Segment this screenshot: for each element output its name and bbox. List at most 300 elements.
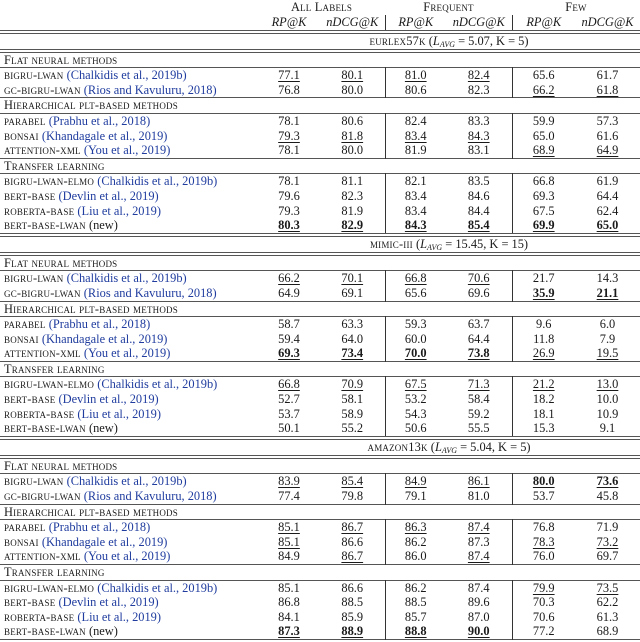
metric-value: 67.5 bbox=[404, 377, 427, 392]
citation-link[interactable]: (Chalkidis et al., 2019b) bbox=[97, 580, 218, 595]
metric-value: 61.8 bbox=[596, 82, 619, 97]
value-cell bbox=[575, 68, 640, 83]
metric-value: 69.1 bbox=[341, 285, 364, 300]
value-cell bbox=[512, 83, 575, 98]
value-cell bbox=[512, 174, 575, 189]
value-cell bbox=[385, 189, 446, 204]
citation-link[interactable]: (Prabhu et al., 2018) bbox=[48, 113, 151, 128]
metric-value: 63.3 bbox=[341, 317, 364, 332]
value-cell bbox=[385, 535, 446, 550]
value-cell bbox=[320, 392, 385, 407]
metric-value: 50.6 bbox=[404, 421, 427, 436]
citation-link[interactable]: (Prabhu et al., 2018) bbox=[48, 317, 151, 332]
metric-value: 63.7 bbox=[467, 317, 490, 332]
value-cell bbox=[575, 624, 640, 639]
metric-value: 76.0 bbox=[532, 549, 555, 564]
value-cell bbox=[320, 68, 385, 83]
metric-value: 79.8 bbox=[341, 489, 364, 504]
method-name: attention-xml bbox=[4, 143, 81, 158]
value-cell bbox=[575, 204, 640, 219]
value-cell bbox=[512, 218, 575, 235]
table-row bbox=[0, 580, 640, 595]
method-cell bbox=[0, 68, 258, 83]
value-cell bbox=[258, 392, 320, 407]
metric-value: 21.2 bbox=[532, 377, 555, 392]
value-cell bbox=[258, 129, 320, 144]
metric-value: 18.2 bbox=[532, 392, 555, 407]
table-row bbox=[0, 595, 640, 610]
method-cell bbox=[0, 174, 258, 189]
metric-value: 67.5 bbox=[532, 203, 555, 218]
method-cell bbox=[0, 113, 258, 128]
dataset-params: = 5.04, K = 5) bbox=[457, 440, 531, 455]
method-cell bbox=[0, 421, 258, 438]
metric-value: 68.9 bbox=[532, 143, 555, 158]
metric-header-row bbox=[0, 15, 640, 32]
metric-value: 85.4 bbox=[341, 474, 364, 489]
citation-link[interactable]: (Khandagale et al., 2019) bbox=[41, 128, 168, 143]
citation-link[interactable]: (Chalkidis et al., 2019b) bbox=[97, 174, 218, 189]
metric-value: 84.3 bbox=[467, 128, 490, 143]
method-cell bbox=[0, 610, 258, 625]
value-cell bbox=[512, 580, 575, 595]
value-cell bbox=[575, 332, 640, 347]
metric-value: 65.6 bbox=[404, 285, 427, 300]
value-cell bbox=[575, 549, 640, 564]
table-row bbox=[0, 610, 640, 625]
citation-link[interactable]: (Devlin et al., 2019) bbox=[58, 392, 159, 407]
metric-header: RP@K bbox=[385, 15, 446, 32]
value-cell bbox=[575, 392, 640, 407]
value-cell bbox=[512, 346, 575, 361]
method-cell bbox=[0, 317, 258, 332]
value-cell bbox=[446, 489, 512, 504]
section-title: Hierarchical plt-based methods bbox=[4, 98, 178, 113]
citation-link[interactable]: (You et al., 2019) bbox=[83, 346, 171, 361]
value-cell bbox=[446, 520, 512, 535]
metric-value: 79.6 bbox=[278, 188, 300, 203]
value-cell bbox=[575, 113, 640, 128]
metric-value: 80.6 bbox=[341, 113, 364, 128]
table-row bbox=[0, 407, 640, 422]
value-cell bbox=[385, 83, 446, 98]
metric-value: 59.9 bbox=[532, 113, 555, 128]
value-cell bbox=[575, 129, 640, 144]
metric-value: 88.8 bbox=[404, 624, 427, 639]
citation-link[interactable]: (Chalkidis et al., 2019b) bbox=[66, 271, 187, 286]
value-cell bbox=[385, 520, 446, 535]
metric-value: 70.6 bbox=[532, 609, 555, 624]
citation-link[interactable]: (You et al., 2019) bbox=[83, 143, 171, 158]
metric-value: 80.0 bbox=[532, 474, 555, 489]
method-cell bbox=[0, 332, 258, 347]
metric-value: 62.2 bbox=[596, 595, 619, 610]
value-cell bbox=[320, 580, 385, 595]
citation-link[interactable]: (Chalkidis et al., 2019b) bbox=[66, 68, 187, 83]
value-cell bbox=[512, 204, 575, 219]
metric-value: 86.7 bbox=[341, 549, 364, 564]
value-cell bbox=[320, 535, 385, 550]
method-cell bbox=[0, 407, 258, 422]
value-cell bbox=[385, 129, 446, 144]
value-cell bbox=[575, 407, 640, 422]
method-cell bbox=[0, 218, 258, 235]
method-cell bbox=[0, 377, 258, 392]
metric-value: 80.1 bbox=[341, 68, 364, 83]
value-cell bbox=[575, 421, 640, 438]
metric-value: 65.0 bbox=[596, 218, 619, 233]
method-cell bbox=[0, 489, 258, 504]
l-avg-subscript: AVG bbox=[439, 39, 455, 49]
value-cell bbox=[446, 407, 512, 422]
metric-value: 64.9 bbox=[278, 285, 300, 300]
metric-value: 65.6 bbox=[532, 68, 555, 83]
value-cell bbox=[320, 474, 385, 489]
citation-link[interactable]: (Devlin et al., 2019) bbox=[58, 188, 159, 203]
value-cell bbox=[512, 377, 575, 392]
value-cell bbox=[385, 204, 446, 219]
metric-value: 83.1 bbox=[467, 143, 490, 158]
value-cell bbox=[446, 624, 512, 639]
citation-link[interactable]: (Liu et al., 2019) bbox=[77, 609, 162, 624]
table-row bbox=[0, 549, 640, 564]
metric-value: 80.6 bbox=[404, 82, 427, 97]
metric-value: 73.4 bbox=[341, 346, 364, 361]
citation-link[interactable]: (Liu et al., 2019) bbox=[77, 203, 162, 218]
group-few: Few bbox=[565, 0, 587, 14]
metric-value: 82.3 bbox=[341, 188, 364, 203]
value-cell bbox=[512, 286, 575, 301]
value-cell bbox=[385, 332, 446, 347]
value-cell bbox=[446, 143, 512, 158]
value-cell bbox=[446, 421, 512, 438]
section-title: Transfer learning bbox=[4, 158, 105, 173]
metric-value: 85.4 bbox=[467, 218, 490, 233]
value-cell bbox=[575, 143, 640, 158]
value-cell bbox=[446, 113, 512, 128]
method-cell bbox=[0, 346, 258, 361]
metric-value: 78.1 bbox=[278, 113, 300, 128]
method-cell bbox=[0, 189, 258, 204]
method-name: gc-bigru-lwan bbox=[4, 285, 81, 300]
metric-value: 86.2 bbox=[404, 580, 427, 595]
value-cell bbox=[512, 549, 575, 564]
method-name: roberta-base bbox=[4, 203, 75, 218]
citation-link[interactable]: (Devlin et al., 2019) bbox=[58, 595, 159, 610]
value-cell bbox=[258, 624, 320, 639]
section-header-row bbox=[0, 254, 640, 271]
section-title: Transfer learning bbox=[4, 361, 105, 376]
value-cell bbox=[512, 624, 575, 639]
metric-value: 73.6 bbox=[596, 474, 619, 489]
metric-value: 68.9 bbox=[596, 624, 619, 639]
method-name: bert-base bbox=[4, 392, 56, 407]
value-cell bbox=[258, 113, 320, 128]
value-cell bbox=[512, 535, 575, 550]
value-cell bbox=[575, 520, 640, 535]
table-row bbox=[0, 204, 640, 219]
metric-value: 66.2 bbox=[278, 271, 300, 286]
value-cell bbox=[446, 549, 512, 564]
value-cell bbox=[512, 489, 575, 504]
value-cell bbox=[512, 421, 575, 438]
metric-value: 19.5 bbox=[596, 346, 619, 361]
column-group-header-row bbox=[0, 0, 640, 15]
metric-value: 78.1 bbox=[278, 143, 300, 158]
value-cell bbox=[258, 204, 320, 219]
metric-value: 50.1 bbox=[278, 421, 300, 436]
metric-value: 7.9 bbox=[599, 331, 616, 346]
metric-value: 82.4 bbox=[404, 113, 427, 128]
metric-value: 69.3 bbox=[532, 188, 555, 203]
metric-value: 86.6 bbox=[341, 580, 364, 595]
method-name: attention-xml bbox=[4, 549, 81, 564]
value-cell bbox=[385, 143, 446, 158]
metric-value: 87.3 bbox=[278, 624, 300, 639]
value-cell bbox=[320, 549, 385, 564]
value-cell bbox=[385, 474, 446, 489]
value-cell bbox=[446, 83, 512, 98]
value-cell bbox=[446, 218, 512, 235]
value-cell bbox=[446, 474, 512, 489]
value-cell bbox=[258, 218, 320, 235]
metric-value: 69.9 bbox=[532, 218, 555, 233]
method-name: parabel bbox=[4, 113, 46, 128]
section-header-row bbox=[0, 301, 640, 317]
metric-value: 88.9 bbox=[341, 624, 364, 639]
metric-value: 58.7 bbox=[278, 317, 300, 332]
table-row bbox=[0, 218, 640, 235]
value-cell bbox=[320, 377, 385, 392]
value-cell bbox=[575, 535, 640, 550]
section-header-row bbox=[0, 565, 640, 581]
metric-value: 85.1 bbox=[278, 580, 300, 595]
value-cell bbox=[320, 174, 385, 189]
value-cell bbox=[575, 218, 640, 235]
metric-value: 81.1 bbox=[341, 174, 364, 189]
metric-header: nDCG@K bbox=[326, 14, 379, 29]
metric-value: 59.3 bbox=[404, 317, 427, 332]
dataset-title: amazon13k ($L_{AVG} = 5.04$, K = 5) bbox=[367, 440, 531, 456]
value-cell bbox=[258, 549, 320, 564]
method-cell bbox=[0, 392, 258, 407]
value-cell bbox=[258, 377, 320, 392]
value-cell bbox=[512, 129, 575, 144]
citation-link[interactable]: (Liu et al., 2019) bbox=[77, 406, 162, 421]
metric-value: 71.9 bbox=[596, 520, 619, 535]
method-cell bbox=[0, 549, 258, 564]
value-cell bbox=[385, 489, 446, 504]
citation-link[interactable]: (Rios and Kavuluru, 2018) bbox=[83, 285, 217, 300]
metric-value: 21.7 bbox=[532, 271, 555, 286]
citation-link[interactable]: (Khandagale et al., 2019) bbox=[41, 331, 168, 346]
section-title: Flat neural methods bbox=[4, 458, 118, 473]
value-cell bbox=[385, 549, 446, 564]
value-cell bbox=[320, 624, 385, 639]
metric-value: 84.6 bbox=[467, 188, 490, 203]
value-cell bbox=[258, 474, 320, 489]
metric-value: 64.4 bbox=[596, 188, 619, 203]
method-name: bigru-lwan bbox=[4, 68, 64, 83]
method-cell bbox=[0, 580, 258, 595]
l-avg-symbol: L bbox=[432, 33, 440, 48]
value-cell bbox=[385, 286, 446, 301]
value-cell bbox=[320, 83, 385, 98]
dataset-header-row bbox=[0, 235, 640, 254]
value-cell bbox=[258, 407, 320, 422]
metric-value: 21.1 bbox=[596, 285, 619, 300]
metric-value: 83.5 bbox=[467, 174, 490, 189]
metric-value: 81.0 bbox=[404, 68, 427, 83]
metric-value: 58.4 bbox=[467, 392, 490, 407]
metric-value: 58.1 bbox=[341, 392, 364, 407]
value-cell bbox=[320, 610, 385, 625]
metric-value: 86.8 bbox=[278, 595, 300, 610]
value-cell bbox=[320, 489, 385, 504]
metric-value: 87.0 bbox=[467, 609, 490, 624]
metric-header: nDCG@K bbox=[581, 14, 634, 29]
metric-value: 84.3 bbox=[404, 218, 427, 233]
value-cell bbox=[512, 332, 575, 347]
value-cell bbox=[446, 580, 512, 595]
method-cell bbox=[0, 520, 258, 535]
section-title: Hierarchical plt-based methods bbox=[4, 504, 178, 519]
citation-link[interactable]: (Rios and Kavuluru, 2018) bbox=[83, 489, 217, 504]
value-cell bbox=[258, 68, 320, 83]
method-name: attention-xml bbox=[4, 346, 81, 361]
value-cell bbox=[385, 580, 446, 595]
metric-value: 86.1 bbox=[467, 474, 490, 489]
value-cell bbox=[258, 83, 320, 98]
metric-value: 11.8 bbox=[533, 331, 555, 346]
value-cell bbox=[320, 218, 385, 235]
metric-value: 76.8 bbox=[278, 82, 300, 97]
metric-value: 64.9 bbox=[596, 143, 619, 158]
metric-value: 6.0 bbox=[599, 317, 616, 332]
table-row bbox=[0, 143, 640, 158]
empty-cell bbox=[0, 235, 258, 254]
citation-link[interactable]: (You et al., 2019) bbox=[83, 549, 171, 564]
value-cell bbox=[320, 271, 385, 286]
metric-value: 86.3 bbox=[404, 520, 427, 535]
method-name: bonsai bbox=[4, 128, 39, 143]
value-cell bbox=[320, 595, 385, 610]
metric-value: 69.6 bbox=[467, 285, 490, 300]
metric-value: 35.9 bbox=[532, 285, 555, 300]
l-avg-subscript: AVG bbox=[441, 446, 457, 456]
metric-value: 52.7 bbox=[278, 392, 300, 407]
citation-link[interactable]: (Prabhu et al., 2018) bbox=[48, 520, 151, 535]
table-row bbox=[0, 489, 640, 504]
value-cell bbox=[258, 189, 320, 204]
value-cell bbox=[575, 377, 640, 392]
l-avg-symbol: L bbox=[420, 236, 427, 251]
value-cell bbox=[320, 113, 385, 128]
method-name: bigru-lwan bbox=[4, 474, 64, 489]
method-name: bert-base bbox=[4, 595, 56, 610]
table-row bbox=[0, 189, 640, 204]
group-frequent: Frequent bbox=[423, 0, 474, 14]
method-cell bbox=[0, 535, 258, 550]
table-row bbox=[0, 520, 640, 535]
metric-value: 83.3 bbox=[467, 113, 490, 128]
table-row bbox=[0, 271, 640, 286]
metric-value: 82.1 bbox=[404, 174, 427, 189]
metric-value: 83.4 bbox=[404, 188, 427, 203]
citation-link[interactable]: (Chalkidis et al., 2019b) bbox=[66, 474, 187, 489]
metric-value: 73.5 bbox=[596, 580, 619, 595]
metric-value: 79.3 bbox=[278, 203, 300, 218]
value-cell bbox=[446, 286, 512, 301]
table-row bbox=[0, 317, 640, 332]
table-row bbox=[0, 535, 640, 550]
section-header-row bbox=[0, 457, 640, 474]
value-cell bbox=[446, 189, 512, 204]
empty-corner bbox=[0, 15, 258, 32]
value-cell bbox=[512, 407, 575, 422]
metric-value: 45.8 bbox=[596, 489, 619, 504]
value-cell bbox=[385, 174, 446, 189]
section-title: Hierarchical plt-based methods bbox=[4, 301, 178, 316]
metric-value: 9.6 bbox=[536, 317, 552, 332]
method-note: (new) bbox=[88, 624, 118, 639]
table-row bbox=[0, 332, 640, 347]
value-cell bbox=[512, 143, 575, 158]
method-cell bbox=[0, 129, 258, 144]
metric-value: 66.8 bbox=[278, 377, 300, 392]
metric-value: 80.0 bbox=[341, 82, 364, 97]
section-header-row bbox=[0, 98, 640, 114]
value-cell bbox=[320, 332, 385, 347]
value-cell bbox=[446, 392, 512, 407]
method-name: parabel bbox=[4, 520, 46, 535]
method-cell bbox=[0, 271, 258, 286]
metric-value: 85.7 bbox=[404, 609, 427, 624]
metric-value: 87.3 bbox=[467, 534, 490, 549]
value-cell bbox=[320, 143, 385, 158]
metric-value: 53.2 bbox=[404, 392, 427, 407]
metric-value: 79.1 bbox=[404, 489, 427, 504]
value-cell bbox=[385, 346, 446, 361]
citation-link[interactable]: (Khandagale et al., 2019) bbox=[41, 534, 168, 549]
metric-value: 61.6 bbox=[596, 128, 619, 143]
value-cell bbox=[385, 392, 446, 407]
l-avg-subscript: AVG bbox=[427, 242, 443, 252]
value-cell bbox=[575, 317, 640, 332]
citation-link[interactable]: (Rios and Kavuluru, 2018) bbox=[83, 82, 217, 97]
metric-value: 65.0 bbox=[532, 128, 555, 143]
empty-cell bbox=[0, 438, 258, 457]
citation-link[interactable]: (Chalkidis et al., 2019b) bbox=[97, 377, 218, 392]
method-cell bbox=[0, 143, 258, 158]
value-cell bbox=[446, 68, 512, 83]
value-cell bbox=[258, 595, 320, 610]
value-cell bbox=[575, 286, 640, 301]
metric-value: 55.5 bbox=[467, 421, 490, 436]
metric-value: 83.4 bbox=[404, 203, 427, 218]
metric-value: 15.3 bbox=[532, 421, 555, 436]
metric-value: 64.0 bbox=[341, 331, 364, 346]
section-title: Transfer learning bbox=[4, 565, 105, 579]
value-cell bbox=[575, 346, 640, 361]
metric-value: 71.3 bbox=[467, 377, 490, 392]
metric-value: 10.9 bbox=[596, 406, 619, 421]
value-cell bbox=[446, 610, 512, 625]
metric-value: 59.2 bbox=[467, 406, 490, 421]
metric-value: 54.3 bbox=[404, 406, 427, 421]
value-cell bbox=[258, 535, 320, 550]
l-avg-symbol: L bbox=[434, 440, 442, 455]
